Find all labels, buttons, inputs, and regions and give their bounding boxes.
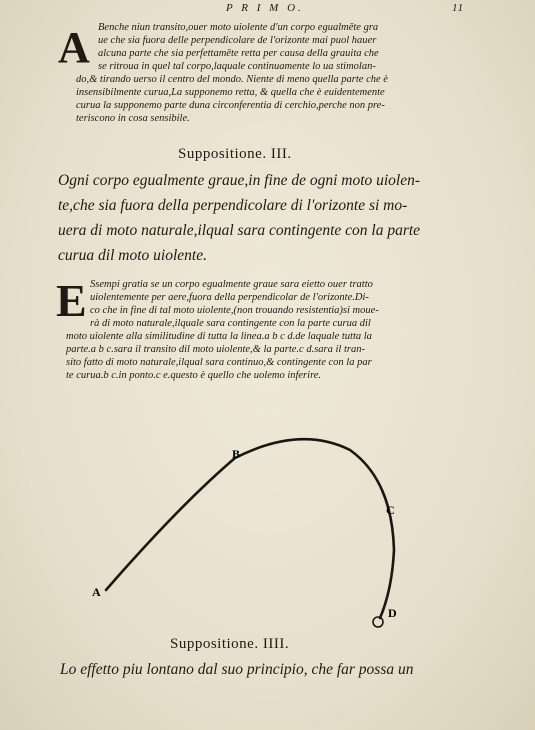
page-number: 11: [452, 2, 465, 14]
text-line: rà di moto naturale,ilquale sara contingente con la parte curua dil: [90, 318, 371, 329]
text-line: do,& tirando uerso il centro del mondo. Niente di meno quella parte che è: [76, 74, 388, 85]
section-heading: Suppositione. IIII.: [170, 636, 290, 652]
label-b: B: [232, 447, 241, 461]
statement-line: curua dil moto uiolente.: [58, 247, 207, 264]
text-line: Ssempi gratia se un corpo egualmente graue sara eietto ouer tratto: [90, 279, 373, 290]
label-c: C: [386, 503, 395, 517]
text-line: teriscono in cosa sensibile.: [76, 113, 190, 124]
text-line: Benche niun transito,ouer moto uiolente d'un corpo egualmēte gra: [98, 22, 379, 33]
endpoint-marker: [373, 617, 383, 627]
text-line: uiolentemente per aere,fuora della perpendicolar de l'orizonte.Di-: [90, 292, 369, 303]
text-line: insensibilmente curua,La supponemo retta, & quella che è euidentemente: [76, 87, 385, 98]
label-a: A: [92, 585, 101, 599]
text-line: alcuna parte che sia perfettamēte retta per causa della grauita che: [98, 48, 379, 59]
label-d: D: [388, 606, 397, 620]
text-line: se ritroua in quel tal corpo,laquale continuamente lo ua stimolan-: [98, 61, 376, 72]
text-line: co che in fine di tal moto uiolente,(non trouando resistentia)si moue-: [90, 305, 379, 316]
text-line: parte.a b c.sara il transito dil moto uiolente,& la parte.c d.sara il tran-: [66, 344, 365, 355]
statement-line: uera di moto naturale,ilqual sara contingente con la parte: [58, 222, 421, 239]
drop-cap: E: [56, 275, 87, 326]
text-line: curua la supponemo parte duna circonferentia di cerchio,perche non pre-: [76, 100, 385, 111]
statement-line: te,che sia fuora della perpendicolare di l'orizonte si mo-: [58, 197, 408, 214]
drop-cap: A: [58, 23, 90, 72]
statement-line: Ogni corpo egualmente graue,in fine de ogni moto uiolen-: [58, 172, 421, 189]
statement-line: Lo effetto piu lontano dal suo principio, che far possa un: [60, 661, 414, 678]
section-heading: Suppositione. III.: [178, 146, 292, 162]
running-title: P R I M O.: [226, 2, 304, 14]
text-line: sito fatto di moto naturale,ilqual sara continuo,& contingente con la par: [66, 357, 372, 368]
text-line: moto uiolente alla similitudine di tutta la linea.a b c d.de laquale tutta la: [66, 331, 372, 342]
trajectory-curve: [106, 439, 394, 618]
text-line: te curua.b c.in ponto.c e.questo è quello che uolemo inferire.: [66, 370, 322, 381]
text-line: ue che sia fuora delle perpendicolare de l'orizonte mai puol hauer: [98, 35, 377, 46]
